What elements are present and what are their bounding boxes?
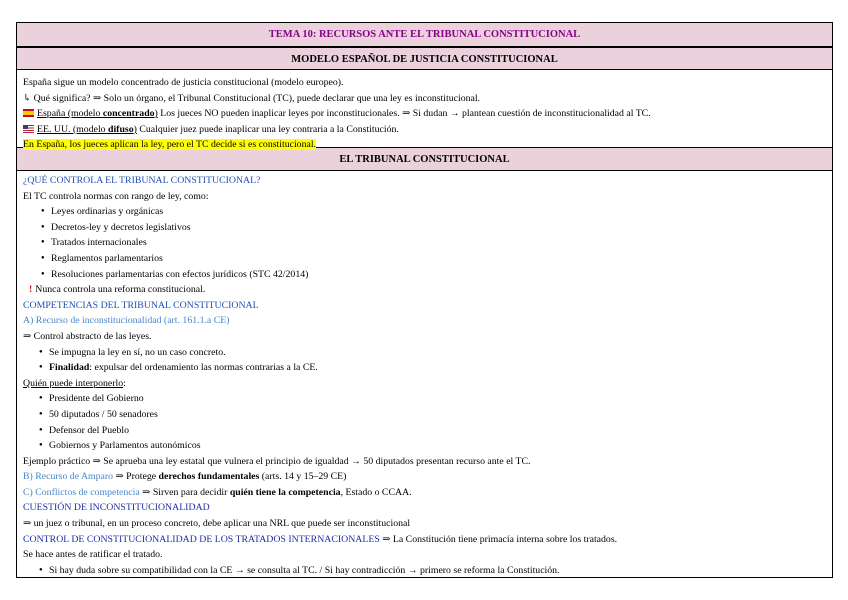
conflictos-post: , Estado o CCAA. <box>340 486 412 498</box>
controla-intro: El TC controla normas con rango de ley, como: <box>23 190 209 202</box>
controla-list <box>23 204 826 282</box>
warning-line <box>23 282 826 298</box>
usa-label-text: EE. UU. (modelo <box>37 123 109 135</box>
amparo-pre: ⇒ Protege <box>113 471 159 483</box>
amparo-bold: derechos fundamentales <box>158 471 260 483</box>
quien-label: Quién puede interponerlo <box>23 377 124 389</box>
tratados-line <box>23 532 826 548</box>
modelo-section <box>17 70 832 151</box>
tratados-post: ⇒ La Constitución tiene primacía interna sobre los tratados. <box>379 533 618 545</box>
recurso-incons-heading: A) Recurso de inconstitucionalidad (art. 161.1.a CE) <box>23 315 230 327</box>
list-item: ● 50 diputados / 50 senadores <box>49 407 826 423</box>
ejemplo-line: Ejemplo práctico ⇒ Se aprueba una ley estatal que vulnera el principio de igualdad → 50 diputados presentan recurso ante el TC. <box>23 455 531 467</box>
finalidad-text: : expulsar del ordenamiento las normas contrarias a la CE. <box>89 362 318 374</box>
amparo-post: (arts. 14 y 15–29 CE) <box>259 471 347 483</box>
list-item: ● Tratados internacionales <box>51 235 826 251</box>
modelo-line-2 <box>23 91 826 107</box>
list-item: ● Presidente del Gobierno <box>49 391 826 407</box>
conflictos-pre: ⇒ Sirven para decidir <box>139 486 230 498</box>
section-title-tc: EL TRIBUNAL CONSTITUCIONAL <box>17 148 832 171</box>
cuestion-heading: CUESTIÓN DE INCONSTITUCIONALIDAD <box>23 502 210 514</box>
quien-list <box>23 391 826 453</box>
usa-flag-icon <box>23 125 34 133</box>
spain-label-text: España (modelo <box>37 108 103 120</box>
section-title-modelo: MODELO ESPAÑOL DE JUSTICIA CONSTITUCIONAL <box>17 47 832 70</box>
tratados-heading: CONTROL DE CONSTITUCIONALIDAD DE LOS TRATADOS INTERNACIONALES <box>23 533 380 545</box>
finalidad-label: Finalidad <box>49 362 90 374</box>
conflictos-label: C) Conflictos de competencia <box>23 486 140 498</box>
tratados-list <box>23 563 826 579</box>
modelo-line-2-text: Qué significa? ⇒ Solo un órgano, el Tribunal Constitucional (TC), puede declarar que una ley es inconstitucional. <box>31 92 481 104</box>
list-item: ● Resoluciones parlamentarias con efectos jurídicos (STC 42/2014) <box>51 267 826 283</box>
list-item: ● Gobiernos y Parlamentos autonómicos <box>49 438 826 454</box>
list-item: ● Reglamentos parlamentarios <box>51 251 826 267</box>
warning-text: Nunca controla una reforma constitucional. <box>35 284 206 296</box>
control-abstracto: ⇒ Control abstracto de las leyes. <box>23 330 152 342</box>
usa-model-line <box>23 122 826 138</box>
amparo-label: B) Recurso de Amparo <box>23 471 114 483</box>
spain-flag-icon <box>23 109 34 117</box>
return-arrow-icon: ↳ <box>23 92 32 104</box>
list-item: ● Se impugna la ley en sí, no un caso concreto. <box>49 345 826 361</box>
usa-label-bold: difuso <box>108 123 134 135</box>
abstracto-list <box>23 345 826 376</box>
cuestion-text: ⇒ un juez o tribunal, en un proceso concreto, debe aplicar una NRL que puede ser inconstitucional <box>23 518 411 530</box>
document-frame <box>16 22 833 578</box>
usa-label-close: ) <box>133 123 137 135</box>
finalidad-item <box>49 360 826 376</box>
conflictos-bold: quién tiene la competencia <box>229 486 341 498</box>
conflictos-line <box>23 485 826 501</box>
controla-heading: ¿QUÉ CONTROLA EL TRIBUNAL CONSTITUCIONAL? <box>23 175 261 186</box>
competencias-heading: COMPETENCIAS DEL TRIBUNAL CONSTITUCIONAL <box>23 299 259 311</box>
exclamation-icon: ! <box>29 284 33 296</box>
spain-label-bold: concentrado <box>102 108 155 120</box>
list-item: ● Leyes ordinarias y orgánicas <box>51 204 826 220</box>
tc-section <box>17 171 832 581</box>
tratados-line-2: Se hace antes de ratificar el tratado. <box>23 549 163 561</box>
page-title: TEMA 10: RECURSOS ANTE EL TRIBUNAL CONSTITUCIONAL <box>17 23 832 47</box>
quien-line <box>23 376 826 392</box>
usa-model-label <box>37 124 137 135</box>
list-item: ● Si hay duda sobre su compatibilidad con la CE → se consulta al TC. / Si hay contradicción → primero se reforma la Constitución. <box>49 563 826 579</box>
usa-model-text: Cualquier juez puede inaplicar una ley contraria a la Constitución. <box>136 123 399 135</box>
amparo-line <box>23 469 826 485</box>
spain-label-close: ) <box>154 108 158 120</box>
quien-colon: : <box>123 377 126 389</box>
list-item: ● Defensor del Pueblo <box>49 423 826 439</box>
highlight-text: En España, los jueces aplican la ley, pero el TC decide si es constitucional. <box>23 139 316 151</box>
spain-model-label <box>37 108 158 119</box>
list-item: ● Decretos-ley y decretos legislativos <box>51 220 826 236</box>
modelo-line-1: España sigue un modelo concentrado de justicia constitucional (modelo europeo). <box>23 77 344 88</box>
spain-model-line <box>23 106 826 122</box>
spain-model-text: Los jueces NO pueden inaplicar leyes por inconstitucionales. ⇒ Si dudan → plantean cuestión de inconstitucionalidad al TC. <box>157 108 651 120</box>
